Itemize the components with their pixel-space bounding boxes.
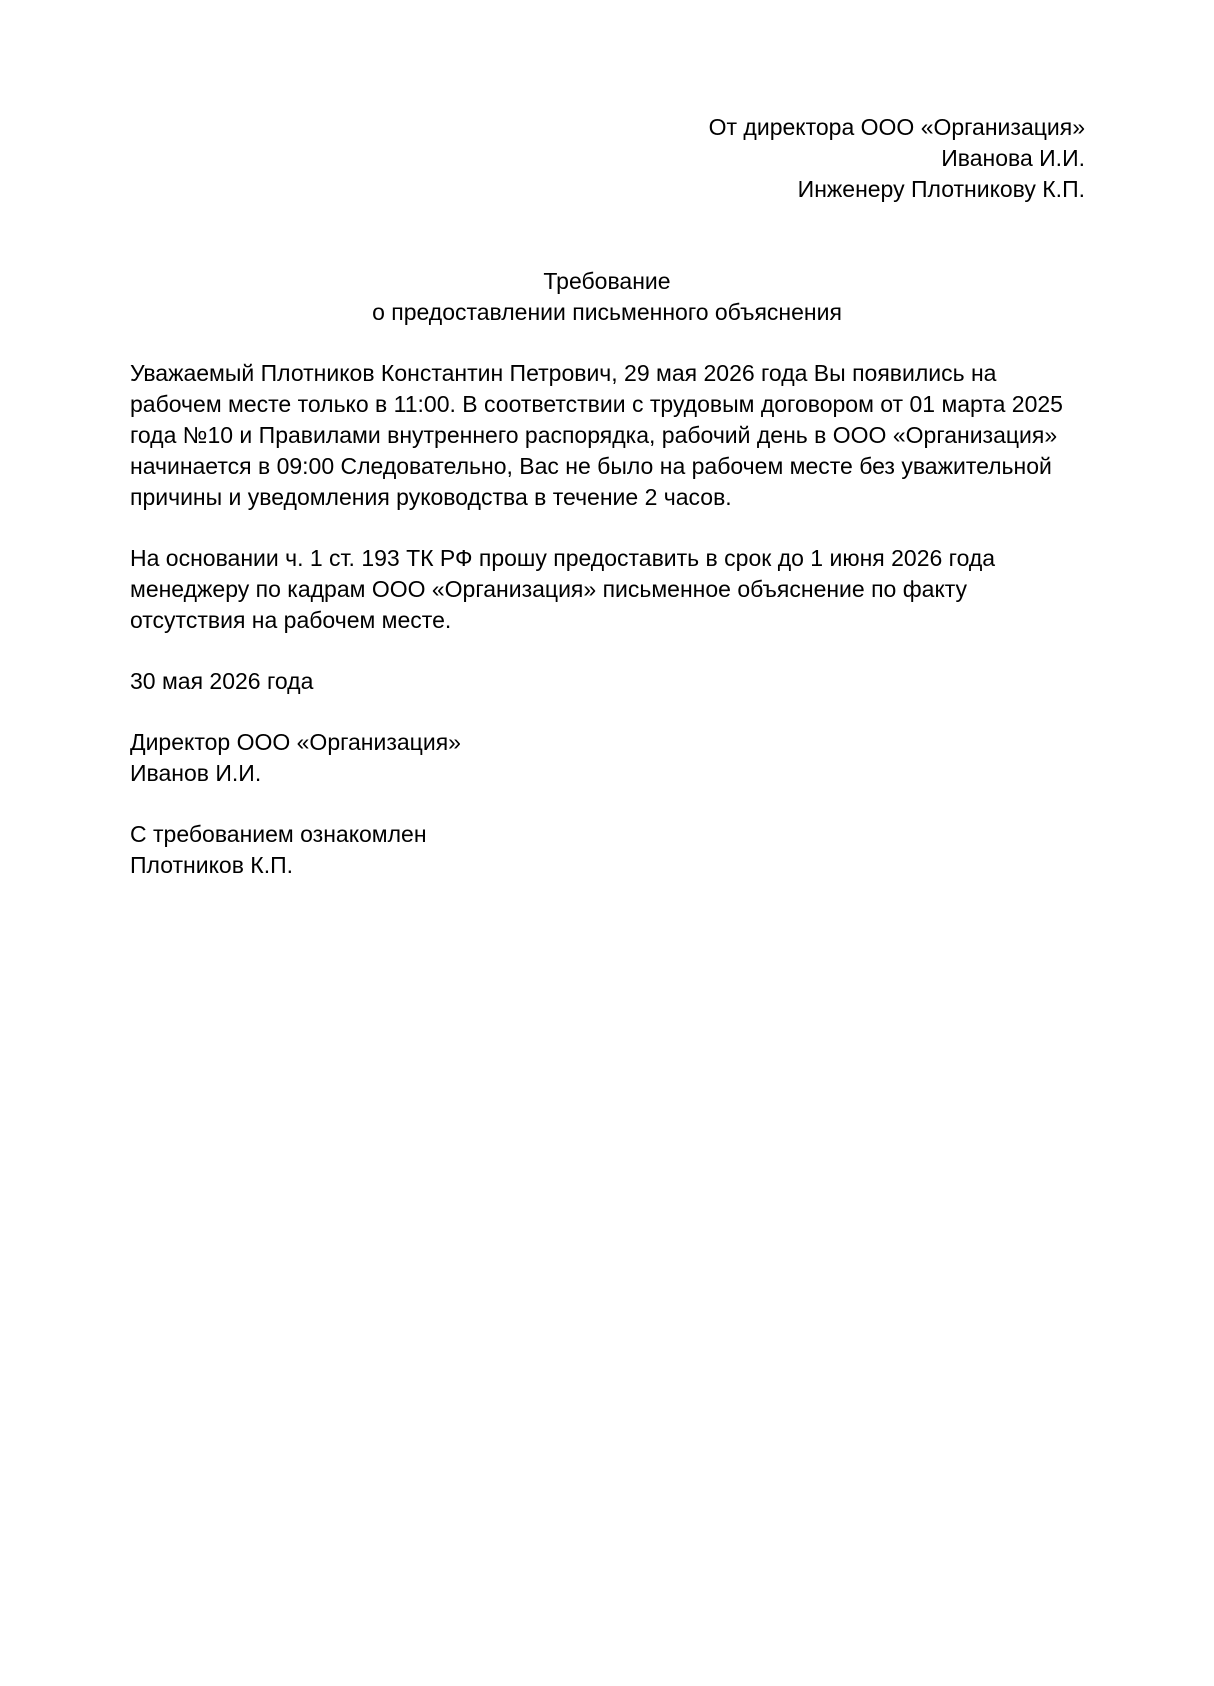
- paragraph1-line: начинается в 09:00 Следовательно, Вас не было на рабочем месте без уважительной: [130, 453, 1052, 479]
- acknowledgement-name: Плотников К.П.: [130, 852, 294, 878]
- header-from-line: От директора ООО «Организация»: [708, 114, 1085, 140]
- header-from-name: Иванова И.И.: [941, 145, 1085, 171]
- paragraph2-line: отсутствия на рабочем месте.: [130, 607, 452, 633]
- paragraph2-line: На основании ч. 1 ст. 193 ТК РФ прошу предоставить в срок до 1 июня 2026 года: [130, 545, 996, 571]
- signature-name: Иванов И.И.: [130, 760, 262, 786]
- paragraph1-line: рабочем месте только в 11:00. В соответствии с трудовым договором от 01 марта 2025: [130, 391, 1063, 417]
- paragraph1-line: Уважаемый Плотников Константин Петрович, 29 мая 2026 года Вы появились на: [130, 360, 997, 386]
- paragraph2-line: менеджеру по кадрам ООО «Организация» письменное объяснение по факту: [130, 576, 968, 602]
- document-title: Требование: [543, 268, 671, 294]
- acknowledgement-text: С требованием ознакомлен: [130, 821, 427, 847]
- document-date: 30 мая 2026 года: [130, 668, 314, 694]
- document-subtitle: о предоставлении письменного объяснения: [372, 299, 842, 325]
- signature-position: Директор ООО «Организация»: [130, 729, 461, 755]
- header-to-line: Инженеру Плотникову К.П.: [797, 176, 1085, 202]
- paragraph1-line: причины и уведомления руководства в течение 2 часов.: [130, 484, 732, 510]
- paragraph1-line: года №10 и Правилами внутреннего распорядка, рабочий день в ООО «Организация»: [130, 422, 1058, 448]
